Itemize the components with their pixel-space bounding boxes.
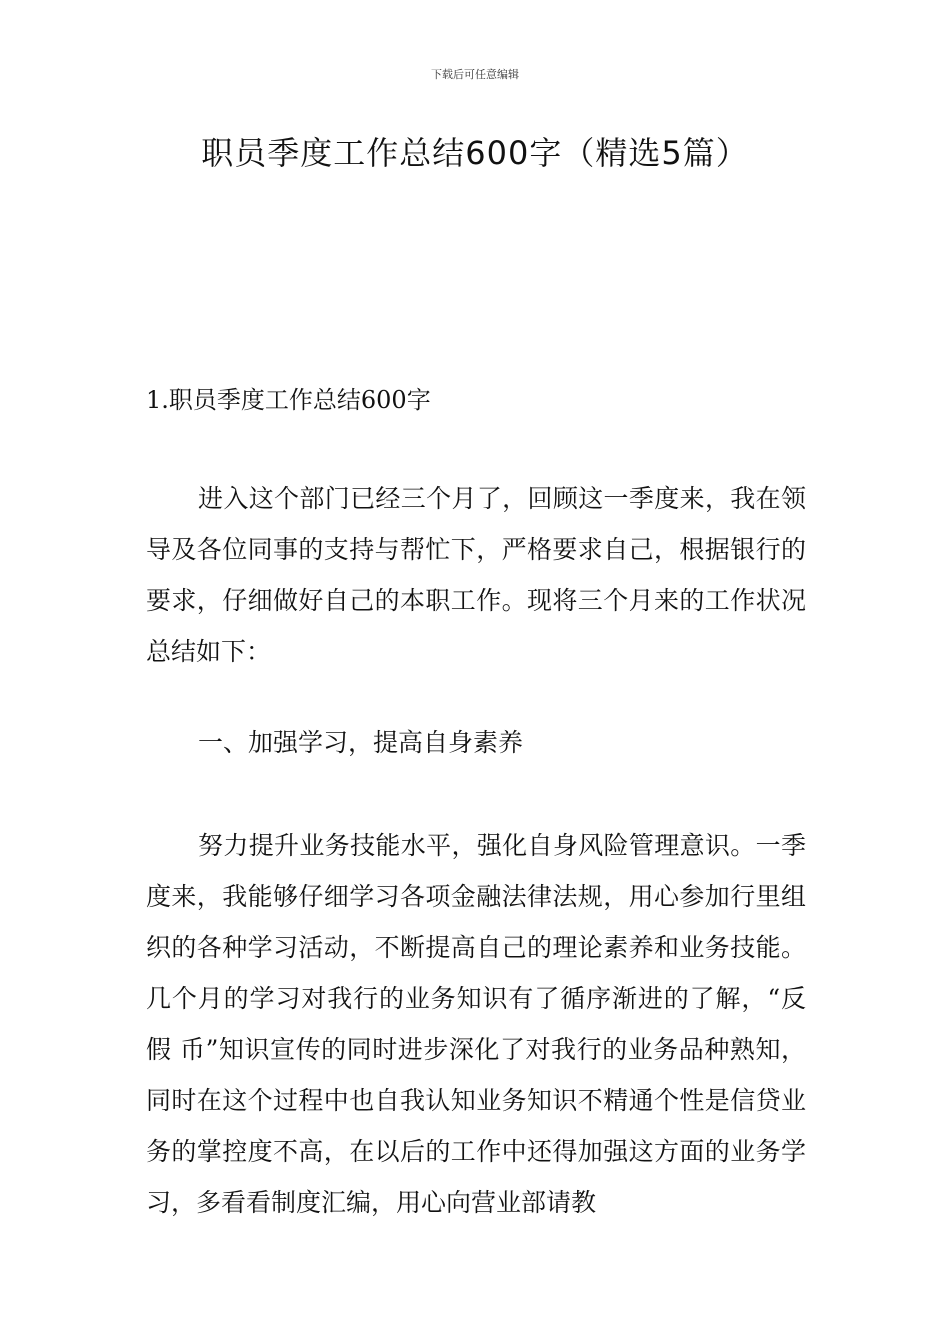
header-note: 下载后可任意编辑 — [431, 68, 519, 81]
section-heading: 1.职员季度工作总结600字 — [146, 386, 431, 414]
paragraph-intro: 进入这个部门已经三个月了，回顾这一季度来，我在领导及各位同事的支持与帮忙下，严格要求自己，根据银行的要求，仔细做好自己的本职工作。现将三个月来的工作状况总结如下： — [146, 484, 806, 666]
document-title: 职员季度工作总结600字（精选5篇） — [201, 134, 749, 172]
sub-heading: 一、加强学习，提高自身素养 — [198, 728, 524, 757]
paragraph-study: 努力提升业务技能水平，强化自身风险管理意识。一季度来，我能够仔细学习各项金融法律法规，用心参加行里组织的各种学习活动，不断提高自己的理论素养和业务技能。几个月的学习对我行的业务知识有了循序渐进的了解，“反假 币”知识宣传的同时进步深化了对我行的业务品种熟知，同时在这个过程中也自我认知业务知识不精通个性是信贷业务的掌控度不高，在以后的工作中还得加强这方面的业务学习，多看看制度汇编，用心向营业部请教 — [146, 831, 806, 1217]
